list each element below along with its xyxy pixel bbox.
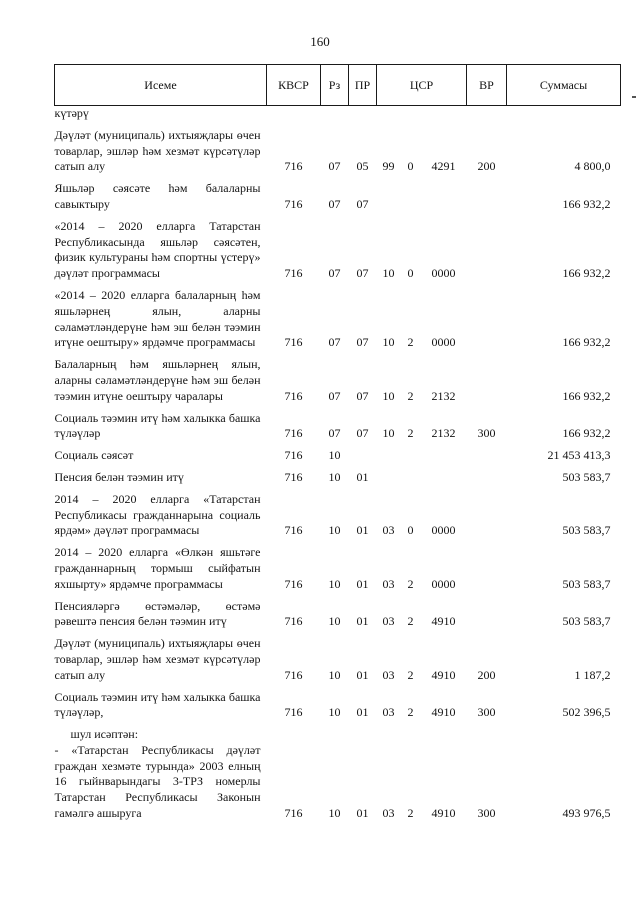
budget-table	[54, 64, 621, 822]
table-row	[55, 282, 621, 351]
row-name: - «Татарстан Республикасы дәүләт граждан хезмәте турында» 2003 елның 16 гыйнварындагы 3-ТРЗ номерлы Татарстан Республикасы Законын гамәлгә ашыруга	[54, 742, 261, 821]
row-csr-subprogram	[401, 175, 421, 213]
row-kvsr: 716	[284, 667, 303, 682]
row-vr: 200	[477, 667, 496, 682]
header-rz: Рз	[321, 65, 349, 106]
row-sum: 166 932,2	[562, 196, 611, 211]
table-row	[55, 175, 621, 213]
row-kvsr: 716	[284, 576, 303, 591]
row-name: Дәүләт (муниципаль) ихтыяҗлары өчен товарлар, эшләр һәм хезмәт күрсәтүләр сатып алу	[54, 636, 261, 682]
row-csr-program: 10	[382, 426, 395, 441]
header-kvsr: КВСР	[267, 65, 321, 106]
row-sum: 503 583,7	[562, 576, 611, 591]
row-name: Социаль сәясәт	[54, 448, 134, 463]
table-row	[55, 593, 621, 631]
row-kvsr: 716	[284, 469, 303, 484]
table-row	[55, 351, 621, 404]
row-csr-direction: 4291	[431, 159, 456, 174]
row-pr: 05	[356, 159, 369, 174]
row-rz: 10	[328, 806, 341, 821]
row-kvsr: 716	[284, 523, 303, 538]
row-name: Социаль тәэмин итү һәм халыкка башка түләүләр	[54, 410, 261, 441]
row-pr: 07	[356, 196, 369, 211]
row-pr: 01	[356, 469, 369, 484]
row-name: 2014 – 2020 елларга «Өлкән яшьтәге гражданнарның тормыш сыйфатын яхшырту» ярдәмче программасы	[54, 545, 261, 591]
row-csr-direction	[421, 721, 467, 743]
row-vr	[467, 106, 507, 122]
row-sum: 493 976,5	[562, 806, 611, 821]
row-sum: 502 396,5	[562, 705, 611, 720]
row-pr: 07	[356, 388, 369, 403]
row-name: 2014 – 2020 елларга «Татарстан Республикасы гражданнарына социаль ярдәм» дәүләт программасы	[54, 491, 261, 538]
header-pr: ПР	[349, 65, 377, 106]
table-row	[55, 122, 621, 175]
row-rz: 10	[328, 667, 341, 682]
row-sum	[507, 721, 621, 743]
table-row	[55, 442, 621, 464]
table-row	[55, 464, 621, 486]
header-csr: ЦСР	[377, 65, 467, 106]
row-vr: 200	[477, 159, 496, 174]
row-rz	[321, 106, 349, 122]
row-pr: 07	[356, 266, 369, 281]
row-pr	[349, 442, 377, 464]
row-csr-subprogram: 2	[407, 388, 414, 403]
header-name: Исеме	[55, 65, 267, 106]
row-rz: 07	[328, 426, 341, 441]
row-csr-direction: 4910	[431, 806, 456, 821]
row-kvsr: 716	[284, 705, 303, 720]
row-csr-subprogram	[401, 464, 421, 486]
row-csr-subprogram: 0	[407, 523, 414, 538]
row-csr-program: 03	[382, 806, 395, 821]
row-rz: 07	[328, 388, 341, 403]
row-rz: 10	[328, 448, 341, 463]
row-name: Пенсия белән тәэмин итү	[54, 469, 184, 484]
page-number: 160	[310, 34, 330, 49]
row-pr: 01	[356, 576, 369, 591]
row-rz: 10	[328, 576, 341, 591]
row-csr-subprogram: 2	[407, 667, 414, 682]
row-csr-subprogram: 2	[407, 705, 414, 720]
row-csr-direction: 4910	[431, 705, 456, 720]
row-vr	[467, 175, 507, 213]
header-vr: ВР	[467, 65, 507, 106]
row-csr-program: 99	[382, 159, 395, 174]
row-csr-subprogram: 2	[407, 614, 414, 629]
row-kvsr: 716	[284, 159, 303, 174]
row-vr	[467, 442, 507, 464]
row-csr-subprogram: 2	[407, 335, 414, 350]
row-sum: 166 932,2	[562, 388, 611, 403]
row-sum: 166 932,2	[562, 335, 611, 350]
row-vr	[467, 464, 507, 486]
row-csr-subprogram: 2	[407, 426, 414, 441]
row-pr: 01	[356, 667, 369, 682]
row-rz: 07	[328, 196, 341, 211]
table-row	[55, 743, 621, 822]
table-row	[55, 405, 621, 443]
row-csr-subprogram: 2	[407, 806, 414, 821]
table-body	[55, 106, 621, 822]
row-sum: 503 583,7	[562, 469, 611, 484]
row-sum: 503 583,7	[562, 614, 611, 629]
table-row	[55, 213, 621, 282]
row-sum	[507, 106, 621, 122]
row-csr-program	[377, 442, 401, 464]
row-vr	[467, 351, 507, 404]
row-name: «2014 – 2020 елларга Татарстан Республикасында яшьләр сәясәтен, физик культураны һәм спортны үстерү» дәүләт программасы	[54, 218, 261, 281]
row-sum: 21 453 413,3	[547, 448, 611, 463]
row-kvsr	[267, 106, 321, 122]
row-name: Дәүләт (муниципаль) ихтыяҗлары өчен товарлар, эшләр һәм хезмәт күрсәтүләр сатып алу	[54, 127, 261, 174]
row-csr-program	[377, 175, 401, 213]
row-name: Балаларның һәм яшьләрнең ялын, аларны сәламәтләндерүне һәм эш белән тәэмин итүне оештыру чаралары	[54, 357, 261, 403]
row-csr-direction	[421, 464, 467, 486]
row-csr-program: 10	[382, 266, 395, 281]
row-name: Социаль тәэмин итү һәм халыкка башка түләүләр,	[54, 689, 261, 720]
row-vr	[467, 539, 507, 592]
row-kvsr: 716	[284, 614, 303, 629]
table-row	[55, 539, 621, 592]
row-vr	[467, 282, 507, 351]
row-vr	[467, 721, 507, 743]
row-rz	[321, 721, 349, 743]
row-kvsr: 716	[284, 448, 303, 463]
row-rz: 10	[328, 523, 341, 538]
row-csr-direction: 4910	[431, 614, 456, 629]
row-rz: 10	[328, 614, 341, 629]
row-csr-subprogram	[401, 442, 421, 464]
row-csr-program	[377, 721, 401, 743]
row-csr-direction: 0000	[431, 523, 456, 538]
row-pr: 07	[356, 426, 369, 441]
row-name: шул исәптән:	[70, 727, 139, 742]
row-csr-program: 03	[382, 705, 395, 720]
table-row	[55, 684, 621, 722]
row-rz: 07	[328, 335, 341, 350]
row-csr-program: 10	[382, 335, 395, 350]
table-row	[55, 486, 621, 539]
row-kvsr: 716	[284, 196, 303, 211]
row-kvsr: 716	[284, 266, 303, 281]
row-csr-subprogram	[401, 721, 421, 743]
row-csr-program: 03	[382, 523, 395, 538]
row-csr-direction	[421, 175, 467, 213]
table-header	[55, 65, 621, 106]
row-csr-program	[377, 464, 401, 486]
row-csr-direction: 4910	[431, 667, 456, 682]
scan-artifact	[632, 96, 636, 98]
table-row	[55, 721, 621, 743]
row-csr-program: 10	[382, 388, 395, 403]
row-csr-direction: 0000	[431, 335, 456, 350]
row-vr: 300	[477, 705, 496, 720]
row-kvsr: 716	[284, 388, 303, 403]
row-sum: 166 932,2	[562, 266, 611, 281]
row-sum: 4 800,0	[574, 159, 611, 174]
row-name: Яшьләр сәясәте һәм балаларны савыктыру	[54, 181, 261, 211]
row-vr: 300	[477, 806, 496, 821]
row-kvsr	[267, 721, 321, 743]
row-rz: 10	[328, 705, 341, 720]
row-csr-direction: 2132	[431, 388, 456, 403]
row-pr	[349, 106, 377, 122]
row-pr: 07	[356, 335, 369, 350]
row-pr: 01	[356, 614, 369, 629]
row-sum: 166 932,2	[562, 426, 611, 441]
table-row	[55, 630, 621, 683]
row-csr-direction	[421, 106, 467, 122]
row-csr-direction: 0000	[431, 576, 456, 591]
row-rz: 07	[328, 159, 341, 174]
row-vr	[467, 486, 507, 539]
row-pr	[349, 721, 377, 743]
row-kvsr: 716	[284, 806, 303, 821]
row-csr-subprogram	[401, 106, 421, 122]
row-csr-subprogram: 2	[407, 576, 414, 591]
row-name: «2014 – 2020 елларга балаларның һәм яшьләрнең ялын, аларны сәламәтләндерүне һәм эш белән тәэмин итүне оештыру» ярдәмче программасы	[54, 287, 261, 350]
row-csr-program: 03	[382, 576, 395, 591]
row-csr-program: 03	[382, 614, 395, 629]
row-name: Пенсияләргә өстәмәләр, өстәмә рәвештә пенсия белән тәэмин итү	[54, 598, 261, 629]
row-csr-program: 03	[382, 667, 395, 682]
row-csr-direction: 0000	[431, 266, 456, 281]
row-vr	[467, 213, 507, 282]
row-csr-program	[377, 106, 401, 122]
header-sum: Суммасы	[507, 65, 621, 106]
row-sum: 1 187,2	[574, 667, 611, 682]
row-csr-subprogram: 0	[407, 266, 414, 281]
row-vr	[467, 593, 507, 631]
row-kvsr: 716	[284, 335, 303, 350]
row-vr: 300	[477, 426, 496, 441]
row-name: күтәрү	[54, 106, 89, 120]
row-csr-subprogram: 0	[407, 159, 414, 174]
row-rz: 07	[328, 266, 341, 281]
row-csr-direction	[421, 442, 467, 464]
row-pr: 01	[356, 705, 369, 720]
row-pr: 01	[356, 523, 369, 538]
row-csr-direction: 2132	[431, 426, 456, 441]
row-sum: 503 583,7	[562, 523, 611, 538]
row-pr: 01	[356, 806, 369, 821]
row-kvsr: 716	[284, 426, 303, 441]
row-rz: 10	[328, 469, 341, 484]
table-row	[55, 106, 621, 122]
